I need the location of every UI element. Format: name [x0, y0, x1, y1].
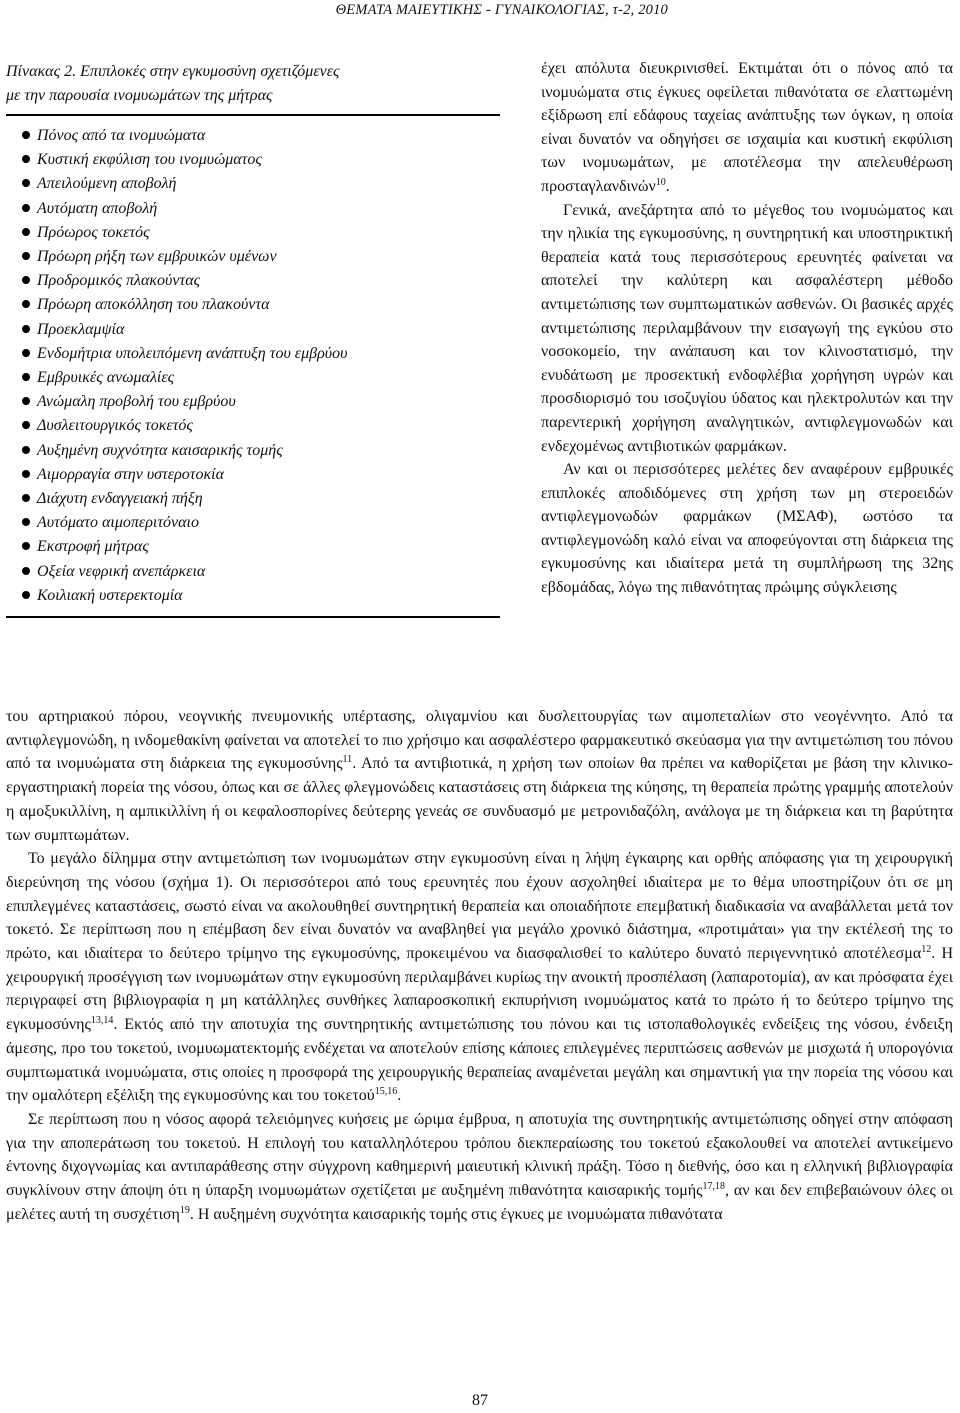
paragraph-text: . Εκτός από την αποτυχία της συντηρητικής αντιμετώπισης του πόνου και τις ιστοπαθολογικές ενδείξεις της νόσου, ένδειξη άμεσης, προ του τοκετού, ινομυωματεκτομής ενδέχεται να αποτελούν επίσης κάποιες επιλεγμένες περιπτώσεις ασθενών με μισχωτά ή υπορογόνια συμπτωματικά ινομυώματα, στις οποίες η προσφορά της χειρουργικής θεραπείας αναμένεται μεγάλη και σημαντική για την πορεία της νόσου και την ομαλότερη εξέλιξη της εγκυμοσύνης και του τοκετού	[6, 1016, 953, 1105]
complications-list	[6, 124, 500, 608]
complication-label: Προδρομικός πλακούντας	[37, 272, 201, 290]
bullet-icon	[22, 518, 30, 526]
bullet-icon	[22, 567, 30, 575]
complication-label: Πόνος από τα ινομυώματα	[37, 127, 206, 144]
citation-ref: 15,16	[374, 1086, 398, 1098]
complication-item	[22, 197, 500, 221]
citation-ref: 13,14	[90, 1015, 114, 1027]
citation-ref: 10	[655, 176, 666, 188]
complication-label: Αιμορραγία στην υστεροτοκία	[37, 465, 225, 483]
complication-label: Αυτόματη αποβολή	[37, 199, 158, 217]
complication-label: Δυσλειτουργικός τοκετός	[37, 417, 193, 435]
running-header: ΘΕΜΑΤΑ ΜΑΙΕΥΤΙΚΗΣ - ΓΥΝΑΙΚΟΛΟΓΙΑΣ, τ-2, 2010	[335, 2, 668, 18]
paragraph-text: έχει απόλυτα διευκρινισθεί. Εκτιμάται ότι ο πόνος από τα ινομυώματα στις έγκυες οφείλεται πιθανότατα σε ελαττωμένη εξίδρωση επί εδάφους ταχείας ανάπτυξης των όγκων, η οποία είναι δυνατόν να οδηγήσει σε ισχαιμία και κυστική εκφύλιση των ινομυωμάτων, με αποτέλεσμα την απελευθέρωση προσταγλανδινών	[541, 60, 953, 195]
complication-item	[22, 511, 500, 535]
paragraph-text: του αρτηριακού πόρου, νεογνικής πνευμονικής υπέρτασης, ολιγαμνίου και δυσλειτουργίας των αιμοπεταλίων στο νεογέννητο. Από τα αντιφλεγμονώδη, η ινδομεθακίνη φαίνεται να αποτελεί το πιο χρήσιμο και ασφαλέστερο φαρμακευτικό σκεύασμα για την αντιμετώπιση του πόνου από τα ινομυώματα στη διάρκεια της εγκυμοσύνης	[6, 708, 953, 773]
complication-item	[22, 366, 500, 390]
bullet-icon	[22, 349, 30, 357]
table-caption-line-1: Πίνακας 2. Επιπλοκές στην εγκυμοσύνη σχετιζόμενες	[6, 63, 340, 80]
bullet-icon	[22, 204, 30, 212]
full-width-text	[6, 705, 953, 1226]
complication-item	[22, 439, 500, 463]
complication-item	[22, 342, 500, 366]
complication-item	[22, 390, 500, 414]
bullet-icon	[22, 228, 30, 236]
paragraph-text: . Από τα αντιβιοτικά, η χρήση των οποίων θα πρέπει να καθορίζεται με βάση την κλινικο-εργαστηριακή πορεία της νόσου, όπως και σε άλλες φλεγμονώδεις καταστάσεις στη διάρκεια της κύησης, τη θεραπεία πρώτης γραμμής αποτελούν η αμοξυκιλλίνη, η αμπικιλλίνη ή οι κεφαλοσπορίνες δεύτερης γενεάς σε συνδυασμό με μετρονιδαζόλη, ανάλογα με τη διάρκεια και τη βαρύτητα των συμπτωμάτων.	[6, 755, 954, 844]
paragraph	[6, 705, 953, 847]
paragraph	[6, 1108, 953, 1227]
paragraph-text: . Η χειρουργική προσέγγιση των ινομυωμάτων στην εγκυμοσύνη περιλαμβάνει κυρίως την ανοικτή προσπέλαση (λαπαροτομία), αν και πρόσφατα έχει περιγραφεί στη βιβλιογραφία η μη κατάλληλες συνθήκες λαπαροσκοπική εκπυρήνιση ινομυώματος κατά το πρώτο ή το δεύτερο τρίμηνο της εγκυμοσύνης	[6, 945, 954, 1034]
complication-label: Κοιλιακή υστερεκτομία	[37, 586, 183, 604]
complication-label: Αυτόματο αιμοπεριτόναιο	[37, 514, 199, 532]
bullet-icon	[22, 276, 30, 284]
bullet-icon	[22, 155, 30, 163]
table-caption	[6, 60, 500, 108]
complication-item	[22, 293, 500, 317]
paragraph-text: , αν και δεν επιβεβαιώνουν όλες οι μελέτες αυτή τη συσχέτιση	[6, 1182, 954, 1223]
bullet-icon	[22, 252, 30, 260]
complication-item	[22, 584, 500, 608]
paragraph	[6, 847, 953, 1108]
complication-label: Κυστική εκφύλιση του ινομυώματος	[37, 151, 262, 169]
complication-item	[22, 463, 500, 487]
complication-label: Πρόωρη αποκόλληση του πλακούντα	[37, 296, 270, 314]
paragraph: Γενικά, ανεξάρτητα από το μέγεθος του ινομυώματος και την ηλικία της εγκυμοσύνης, η συντηρητική και υποστηρικτική θεραπεία κατά τους περισσότερους ερευνητές φαίνεται να αποτελεί την καλύτερη και ασφαλέστερη μέθοδο αντιμετώπισης των συμπτωματικών ασθενών. Οι βασικές αρχές αντιμετώπισης περιλαμβάνουν την εισαγωγή της εγκύου στο νοσοκομείο, την ανάπαυση και τον κλινοστατισμό, την ενυδάτωση με προσεκτική ενδοφλέβια χορήγηση υγρών και προσδιορισμό του ισοζυγίου ύδατος και ηλεκτρολυτών και την παρεντερική χορήγηση αναλγητικών, αντιφλεγμονωδών και ενδεχομένως αντιβιοτικών φαρμάκων.	[541, 201, 953, 455]
table-bottom-rule	[6, 616, 500, 618]
citation-ref: 12	[921, 944, 932, 956]
bullet-icon	[22, 446, 30, 454]
citation-ref: 19	[179, 1204, 190, 1216]
paragraph	[541, 57, 953, 199]
bullet-icon	[22, 300, 30, 308]
paragraph-text: Το μεγάλο δίλημμα στην αντιμετώπιση των ινομυωμάτων στην εγκυμοσύνη είναι η λήψη έγκαιρης και ορθής απόφασης για τη χειρουργική διερεύνηση της νόσου (σχήμα 1). Οι περισσότεροι από τους ερευνητές που έχουν ασχοληθεί ιδιαίτερα με το θέμα υποστηρίζουν ότι σε μη επιπλεγμένες καταστάσεις, σωστό είναι να ακολουθηθεί συντηρητική θεραπεία και οποιαδήποτε επεμβατική διαδικασία να αναβάλλεται μετά τον τοκετό. Σε περίπτωση που η επέμβαση δεν είναι δυνατόν να αναβληθεί για μεγάλο χρονικό διάστημα, «προτιμάται» για την εκτέλεσή της το πρώτο, και ιδιαίτερα το δεύτερο τρίμηνο της εγκυμοσύνης, προκειμένου να διασφαλισθεί το καλύτερο δυνατό περιγεννητικό αποτέλεσμα	[6, 850, 953, 963]
bullet-icon	[22, 325, 30, 333]
page-number: 87	[472, 1392, 488, 1409]
table-top-rule	[6, 114, 500, 116]
table-caption-line-2: με την παρουσία ινομυωμάτων της μήτρας	[6, 87, 273, 104]
complication-item	[22, 172, 500, 196]
paragraph: Αν και οι περισσότερες μελέτες δεν αναφέρουν εμβρυικές επιπλοκές αποδιδόμενες στη χρήση των μη στεροειδών αντιφλεγμονωδών φαρμάκων (ΜΣΑΦ), ωστόσο τα αντιφλεγμονώδη καλό είναι να αποφεύγονται στη διάρκεια της εγκυμοσύνης και ιδιαίτερα μετά τη συμπλήρωση της 32ης εβδομάδας, λόγω της πιθανότητας πρώιμης σύγκλεισης	[541, 461, 953, 597]
complication-item	[22, 245, 500, 269]
citation-ref: 17,18	[702, 1181, 726, 1193]
complication-item	[22, 487, 500, 511]
complication-item	[22, 414, 500, 438]
paragraph-text: Σε περίπτωση που η νόσος αφορά τελειόμηνες κυήσεις με ώριμα έμβρυα, η αποτυχία της συντηρητικής αντιμετώπισης οδηγεί στην απόφαση για την αποπεράτωση του τοκετού. Η επιλογή του καταλληλότερου τρόπου διεκπεραίωσης του τοκετού εξακολουθεί να αποτελεί αντικείμενο έντονης διχογνωμίας και αντιπαράθεσης στην σύγχρονη καθημερινή μαιευτική κλινική πράξη. Τόσο η διεθνής, όσο και η ελληνική βιβλιογραφία συγκλίνουν στην άποψη ότι η ύπαρξη ινομυωμάτων σχετίζεται με αυξημένη πιθανότητα καισαρικής τομής	[6, 1110, 953, 1200]
bullet-icon	[22, 494, 30, 502]
bullet-icon	[22, 179, 30, 187]
bullet-icon	[22, 397, 30, 405]
complication-label: Οξεία νεφρική ανεπάρκεια	[37, 562, 206, 580]
paragraph-text: .	[665, 177, 670, 195]
complication-label: Διάχυτη ενδαγγειακή πήξη	[37, 490, 203, 508]
complication-label: Ανώμαλη προβολή του εμβρύου	[37, 393, 236, 411]
bullet-icon	[22, 591, 30, 599]
complication-label: Απειλούμενη αποβολή	[37, 175, 177, 193]
complication-item	[22, 535, 500, 559]
complication-item	[22, 560, 500, 584]
complications-table	[6, 60, 500, 626]
complication-item	[22, 221, 500, 245]
bullet-icon	[22, 421, 30, 429]
bullet-icon	[22, 470, 30, 478]
complication-item	[22, 124, 500, 148]
bullet-icon	[22, 373, 30, 381]
complication-label: Εκστροφή μήτρας	[37, 538, 149, 556]
complication-label: Προεκλαμψία	[37, 320, 125, 338]
complication-label: Αυξημένη συχνότητα καισαρικής τομής	[37, 441, 283, 459]
complication-label: Πρόωρος τοκετός	[37, 223, 150, 241]
complication-item	[22, 318, 500, 342]
bullet-icon	[22, 542, 30, 550]
citation-ref: 11	[342, 754, 353, 766]
complication-label: Πρόωρη ρήξη των εμβρυικών υμένων	[37, 248, 277, 266]
complication-item	[22, 269, 500, 293]
complication-item	[22, 148, 500, 172]
bullet-icon	[22, 131, 30, 139]
paragraph-text: .	[397, 1087, 402, 1105]
complication-label: Ενδομήτρια υπολειπόμενη ανάπτυξη του εμβρύου	[37, 344, 348, 362]
paragraph-text: . Η αυξημένη συχνότητα καισαρικής τομής στις έγκυες με ινομυώματα πιθανότατα	[189, 1205, 723, 1223]
right-column-text	[541, 57, 953, 600]
complication-label: Εμβρυικές ανωμαλίες	[37, 369, 175, 387]
